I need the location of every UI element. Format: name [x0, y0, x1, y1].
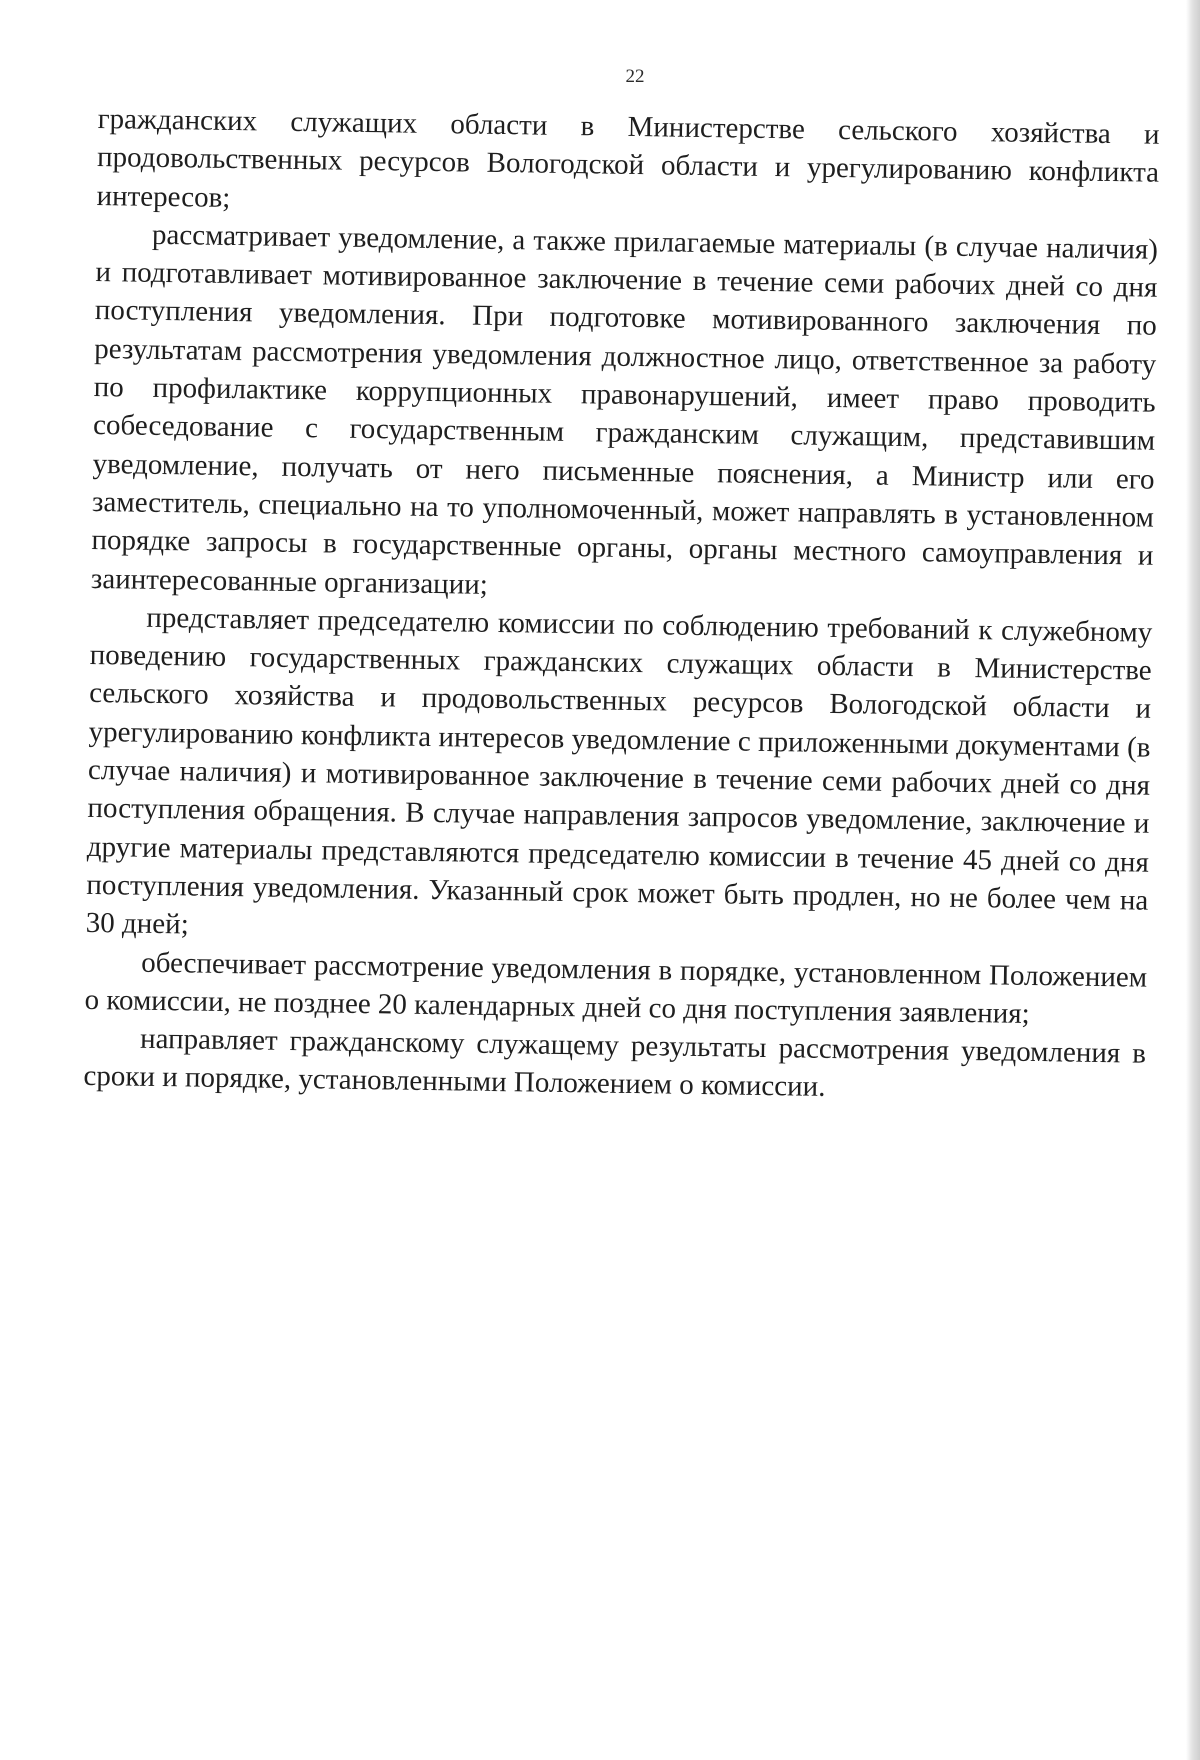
paragraph-ensure-review: обеспечивает рассмотрение уведомления в порядке, установленном Положением о комиссии, не позднее 20 календарных дней со дня поступления заявления;: [84, 946, 1148, 1030]
scan-edge-shadow: [1186, 0, 1200, 1760]
paragraph-submit-to-chairman: представляет председателю комиссии по соблюдению требований к служебному поведению государственных гражданских служащих области в Министерстве сельского хозяйства и продовольственных ресурсов Вологодской области и урегулированию конфликта интересов уведомление с приложенными документами (в случае наличия) и мотивированное заключение в течение семи рабочих дней со дня поступления обращения. В случае направления запросов уведомление, заключение и другие материалы представляются председателю комиссии в течение 45 дней со дня поступления уведомления. Указанный срок может быть продлен, но не более чем на 30 дней;: [85, 601, 1153, 941]
page-number: 22: [625, 66, 645, 87]
paragraph-review-notification: рассматривает уведомление, а также прилагаемые материалы (в случае наличия) и подготавливает мотивированное заключение в течение семи рабочих дней со дня поступления уведомления. При подготовке мотивированного заключения по результатам рассмотрения уведомления должностное лицо, ответственное за работу по профилактике коррупционных правонарушений, имеет право проводить собеседование с государственным гражданским служащим, представившим уведомление, получать от него письменные пояснения, а Министр или его заместитель, специально на то уполномоченный, может направлять в установленном порядке запросы в государственные органы, органы местного самоуправления и заинтересованные организации;: [90, 218, 1159, 601]
paragraph-continuation: гражданских служащих области в Министерстве сельского хозяйства и продовольственных ресурсов Вологодской области и урегулированию конфликта интересов;: [96, 102, 1160, 214]
document-body: [83, 100, 1160, 1111]
paragraph-send-results: направляет гражданскому служащему результаты рассмотрения уведомления в сроки и порядке, установленными Положением о комиссии.: [83, 1022, 1147, 1104]
